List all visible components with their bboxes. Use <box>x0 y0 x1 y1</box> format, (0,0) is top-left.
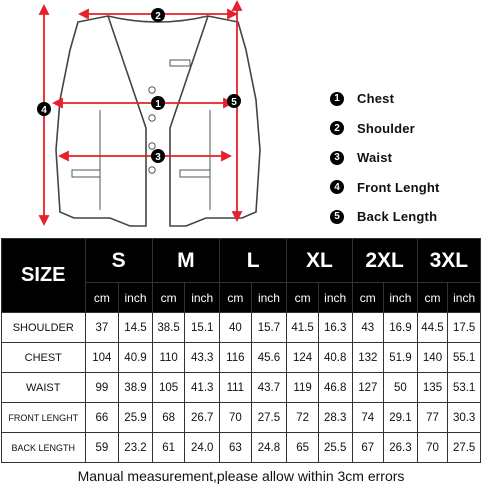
table-cell: 132 <box>352 343 384 373</box>
size-m: M <box>152 239 219 283</box>
marker-4-label: 4 <box>41 105 47 116</box>
table-cell: 17.5 <box>448 313 481 343</box>
table-row-waist <box>2 373 481 403</box>
table-cell: 124 <box>287 343 319 373</box>
unit-cm: cm <box>417 283 448 313</box>
table-cell: 50 <box>384 373 418 403</box>
table-cell: 25.9 <box>119 403 153 433</box>
table-cell: 37 <box>85 313 119 343</box>
legend-marker-3: 3 <box>330 151 344 165</box>
table-cell: 29.1 <box>384 403 418 433</box>
table-cell: 44.5 <box>417 313 448 343</box>
size-3xl: 3XL <box>417 239 480 283</box>
table-cell: 135 <box>417 373 448 403</box>
table-cell: 26.3 <box>384 433 418 463</box>
unit-cm: cm <box>352 283 384 313</box>
legend-item-front-length <box>330 173 480 203</box>
table-cell: 30.3 <box>448 403 481 433</box>
legend-marker-1: 1 <box>330 92 344 106</box>
table-cell: 27.5 <box>251 403 287 433</box>
marker-3-label: 3 <box>155 152 161 163</box>
table-cell: 43.3 <box>185 343 220 373</box>
vest-illustration <box>56 16 260 226</box>
size-chart-table <box>1 238 481 463</box>
table-cell: 28.3 <box>318 403 352 433</box>
table-cell: 66 <box>85 403 119 433</box>
legend-label: Front Lenght <box>357 179 440 195</box>
table-cell: 43.7 <box>251 373 287 403</box>
table-cell: 40.9 <box>119 343 153 373</box>
table-cell: 111 <box>220 373 252 403</box>
legend-label: Waist <box>357 150 393 166</box>
row-label: CHEST <box>2 343 86 373</box>
table-cell: 53.1 <box>448 373 481 403</box>
table-cell: 116 <box>220 343 252 373</box>
row-label: BACK LENGTH <box>2 433 86 463</box>
table-cell: 23.2 <box>119 433 153 463</box>
marker-1-label: 1 <box>155 99 161 110</box>
table-cell: 74 <box>352 403 384 433</box>
table-cell: 45.6 <box>251 343 287 373</box>
table-cell: 16.3 <box>318 313 352 343</box>
table-cell: 119 <box>287 373 319 403</box>
table-cell: 14.5 <box>119 313 153 343</box>
table-cell: 65 <box>287 433 319 463</box>
table-cell: 24.8 <box>251 433 287 463</box>
size-l: L <box>220 239 287 283</box>
table-cell: 70 <box>220 403 252 433</box>
table-cell: 43 <box>352 313 384 343</box>
table-cell: 41.3 <box>185 373 220 403</box>
marker-2 <box>151 8 165 22</box>
unit-cm: cm <box>152 283 185 313</box>
legend-item-waist <box>330 143 480 173</box>
table-row-back-length <box>2 433 481 463</box>
measurement-legend <box>330 84 480 232</box>
table-cell: 38.9 <box>119 373 153 403</box>
legend-label: Back Length <box>357 209 438 225</box>
unit-cm: cm <box>287 283 319 313</box>
size-xl: XL <box>287 239 352 283</box>
table-cell: 40 <box>220 313 252 343</box>
unit-inch: inch <box>185 283 220 313</box>
table-row-shoulder <box>2 313 481 343</box>
legend-label: Shoulder <box>357 120 415 136</box>
legend-marker-4: 4 <box>330 180 344 194</box>
table-cell: 38.5 <box>152 313 185 343</box>
unit-inch: inch <box>448 283 481 313</box>
unit-inch: inch <box>318 283 352 313</box>
table-cell: 15.1 <box>185 313 220 343</box>
size-s: S <box>85 239 152 283</box>
marker-3 <box>151 149 165 163</box>
legend-item-back-length <box>330 202 480 232</box>
table-cell: 16.9 <box>384 313 418 343</box>
table-cell: 59 <box>85 433 119 463</box>
marker-1 <box>151 96 165 110</box>
unit-inch: inch <box>251 283 287 313</box>
legend-marker-5: 5 <box>330 210 344 224</box>
table-cell: 110 <box>152 343 185 373</box>
legend-label: Chest <box>357 91 395 107</box>
table-header-sizes <box>2 239 481 283</box>
table-cell: 51.9 <box>384 343 418 373</box>
row-label: FRONT LENGHT <box>2 403 86 433</box>
table-cell: 105 <box>152 373 185 403</box>
table-cell: 46.8 <box>318 373 352 403</box>
table-cell: 67 <box>352 433 384 463</box>
table-cell: 140 <box>417 343 448 373</box>
row-label: WAIST <box>2 373 86 403</box>
unit-cm: cm <box>220 283 252 313</box>
table-cell: 70 <box>417 433 448 463</box>
table-cell: 68 <box>152 403 185 433</box>
table-cell: 24.0 <box>185 433 220 463</box>
marker-5-label: 5 <box>231 97 237 108</box>
unit-inch: inch <box>119 283 153 313</box>
table-cell: 127 <box>352 373 384 403</box>
unit-inch: inch <box>384 283 418 313</box>
marker-2-label: 2 <box>155 11 161 22</box>
size-2xl: 2XL <box>352 239 417 283</box>
table-cell: 77 <box>417 403 448 433</box>
size-header: SIZE <box>2 239 86 313</box>
legend-marker-2: 2 <box>330 121 344 135</box>
legend-item-shoulder <box>330 114 480 144</box>
table-cell: 99 <box>85 373 119 403</box>
table-row-front-length <box>2 403 481 433</box>
table-cell: 15.7 <box>251 313 287 343</box>
table-cell: 63 <box>220 433 252 463</box>
unit-cm: cm <box>85 283 119 313</box>
table-cell: 25.5 <box>318 433 352 463</box>
table-cell: 26.7 <box>185 403 220 433</box>
legend-item-chest <box>330 84 480 114</box>
table-row-chest <box>2 343 481 373</box>
table-cell: 55.1 <box>448 343 481 373</box>
table-cell: 61 <box>152 433 185 463</box>
table-cell: 27.5 <box>448 433 481 463</box>
table-cell: 41.5 <box>287 313 319 343</box>
marker-4 <box>37 102 51 116</box>
marker-5 <box>227 94 241 108</box>
table-cell: 72 <box>287 403 319 433</box>
table-cell: 104 <box>85 343 119 373</box>
measurement-note: Manual measurement,please allow within 3cm errors <box>77 468 405 484</box>
table-cell: 40.8 <box>318 343 352 373</box>
row-label: SHOULDER <box>2 313 86 343</box>
